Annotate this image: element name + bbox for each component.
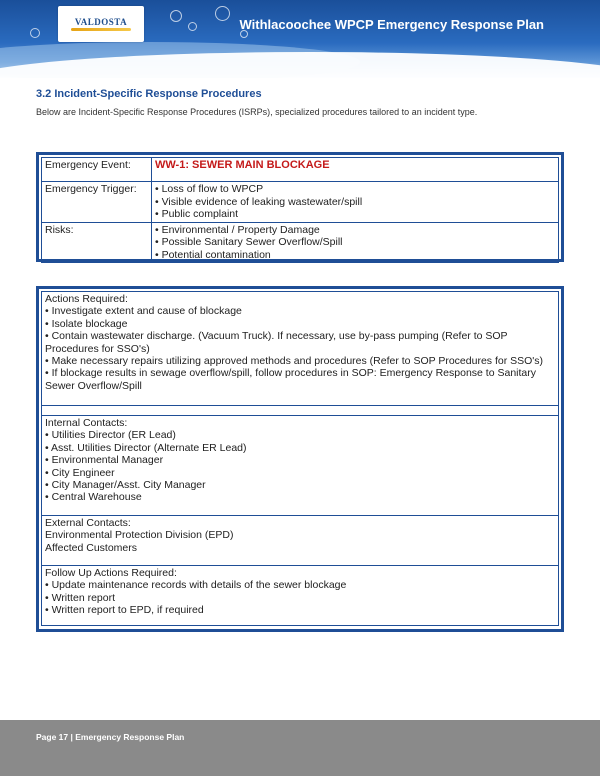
- trigger-label: Emergency Trigger:: [42, 182, 152, 223]
- list-item: • Utilities Director (ER Lead): [45, 429, 176, 442]
- internal-contacts-cell: [42, 416, 559, 516]
- list-item: • City Manager/Asst. City Manager: [45, 479, 206, 492]
- follow-up-cell: [42, 566, 559, 626]
- response-details-table: [36, 286, 564, 632]
- document-title: Withlacoochee WPCP Emergency Response Plan: [239, 17, 544, 32]
- logo-text: VALDOSTA: [74, 17, 128, 27]
- actions-title: Actions Required:: [45, 293, 128, 305]
- page-footer: [0, 720, 600, 776]
- event-value-cell: [152, 158, 559, 182]
- external-contacts-cell: [42, 516, 559, 566]
- list-item: • Visible evidence of leaking wastewater/spill: [155, 195, 363, 208]
- footer-page-label: Page 17 | Emergency Response Plan: [36, 732, 185, 742]
- list-item: • Isolate blockage: [45, 317, 128, 330]
- event-label: Emergency Event:: [42, 158, 152, 182]
- section-intro: Below are Incident-Specific Response Procedures (ISRPs), specialized procedures tailored to an incident type.: [36, 107, 478, 117]
- actions-required-cell: [42, 292, 559, 406]
- valdosta-logo: [58, 6, 144, 42]
- list-item: Affected Customers: [45, 541, 138, 554]
- list-item: • Asst. Utilities Director (Alternate ER Lead): [45, 441, 247, 454]
- spacer-row: [42, 406, 559, 416]
- list-item: Sewer Overflow/Spill: [45, 379, 142, 392]
- trigger-list: [152, 182, 559, 223]
- list-item: • City Engineer: [45, 466, 115, 479]
- event-value: WW-1: SEWER MAIN BLOCKAGE: [155, 159, 330, 171]
- list-item: Environmental Protection Division (EPD): [45, 529, 234, 542]
- list-item: • Environmental / Property Damage: [155, 223, 320, 236]
- list-item: • Loss of flow to WPCP: [155, 183, 264, 195]
- list-item: • Written report: [45, 591, 116, 604]
- section-heading: 3.2 Incident-Specific Response Procedures: [36, 88, 262, 100]
- list-item: • Central Warehouse: [45, 491, 142, 504]
- list-item: • If blockage results in sewage overflow/spill, follow procedures in SOP: Emergency Response to Sanitary: [45, 367, 536, 380]
- list-item: • Public complaint: [155, 208, 239, 220]
- risks-label: Risks:: [42, 222, 152, 263]
- risks-list: [152, 222, 559, 263]
- page-header: [0, 0, 600, 78]
- emergency-event-table: [36, 152, 564, 262]
- list-item: • Possible Sanitary Sewer Overflow/Spill: [155, 236, 343, 248]
- internal-contacts-title: Internal Contacts:: [45, 417, 128, 429]
- logo-swoosh-icon: [71, 28, 131, 31]
- list-item: • Contain wastewater discharge. (Vacuum Truck). If necessary, use by-pass pumping (Refer to SOP: [45, 330, 508, 343]
- follow-up-title: Follow Up Actions Required:: [45, 567, 177, 579]
- list-item: • Update maintenance records with details of the sewer blockage: [45, 579, 347, 592]
- list-item: • Potential contamination: [155, 248, 271, 261]
- list-item: • Make necessary repairs utilizing approved methods and procedures (Refer to SOP Procedures for SSO's): [45, 355, 544, 368]
- list-item: Procedures for SSO's): [45, 342, 150, 355]
- list-item: • Written report to EPD, if required: [45, 604, 204, 617]
- list-item: • Environmental Manager: [45, 454, 164, 467]
- list-item: • Investigate extent and cause of blockage: [45, 305, 242, 318]
- external-contacts-title: External Contacts:: [45, 517, 131, 529]
